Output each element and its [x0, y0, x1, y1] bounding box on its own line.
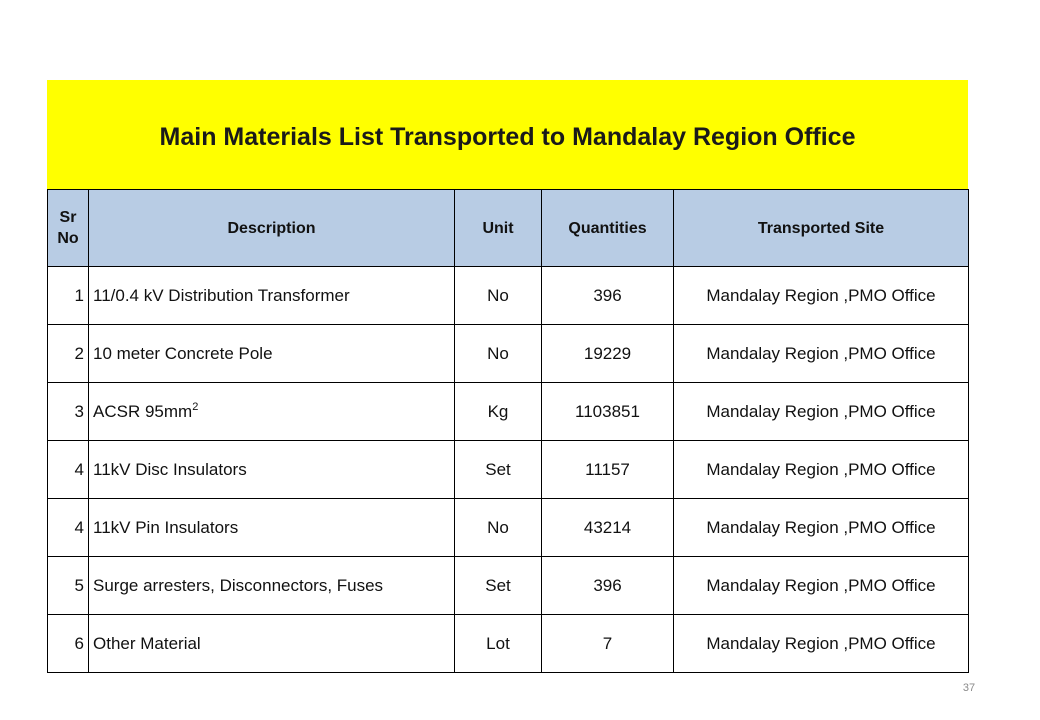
- cell-unit: Set: [455, 557, 542, 615]
- cell-unit: No: [455, 325, 542, 383]
- cell-quantities: 396: [542, 557, 674, 615]
- table-row: [48, 383, 969, 441]
- cell-quantities: 19229: [542, 325, 674, 383]
- table-row: [48, 557, 969, 615]
- cell-quantities: 43214: [542, 499, 674, 557]
- cell-quantities: 1103851: [542, 383, 674, 441]
- table-row: [48, 267, 969, 325]
- header-description: Description: [89, 190, 455, 267]
- cell-sr: 1: [48, 267, 89, 325]
- cell-description: 11kV Pin Insulators: [89, 499, 455, 557]
- cell-sr: 4: [48, 441, 89, 499]
- cell-quantities: 396: [542, 267, 674, 325]
- page-number: 37: [962, 682, 976, 694]
- cell-unit: Kg: [455, 383, 542, 441]
- cell-description: Surge arresters, Disconnectors, Fuses: [89, 557, 455, 615]
- header-sr-no: Sr No: [48, 190, 89, 267]
- cell-site: Mandalay Region ,PMO Office: [674, 383, 969, 441]
- header-unit: Unit: [455, 190, 542, 267]
- cell-unit: No: [455, 267, 542, 325]
- cell-sr: 2: [48, 325, 89, 383]
- cell-site: Mandalay Region ,PMO Office: [674, 441, 969, 499]
- cell-unit: Lot: [455, 615, 542, 673]
- description-text: ACSR 95mm: [93, 401, 193, 421]
- title-band: [47, 80, 968, 189]
- cell-site: Mandalay Region ,PMO Office: [674, 557, 969, 615]
- table-row: [48, 325, 969, 383]
- header-transported-site: Transported Site: [674, 190, 969, 267]
- header-quantities: Quantities: [542, 190, 674, 267]
- table-row: [48, 441, 969, 499]
- cell-unit: Set: [455, 441, 542, 499]
- table-header-row: [48, 190, 969, 267]
- cell-site: Mandalay Region ,PMO Office: [674, 615, 969, 673]
- cell-description: 11/0.4 kV Distribution Transformer: [89, 267, 455, 325]
- materials-table: [47, 189, 969, 673]
- table-row: [48, 499, 969, 557]
- cell-site: Mandalay Region ,PMO Office: [674, 267, 969, 325]
- cell-description: 11kV Disc Insulators: [89, 441, 455, 499]
- cell-sr: 3: [48, 383, 89, 441]
- table-row: [48, 615, 969, 673]
- cell-site: Mandalay Region ,PMO Office: [674, 325, 969, 383]
- cell-unit: No: [455, 499, 542, 557]
- cell-sr: 4: [48, 499, 89, 557]
- cell-quantities: 7: [542, 615, 674, 673]
- cell-sr: 5: [48, 557, 89, 615]
- slide-title: Main Materials List Transported to Mandalay Region Office: [159, 123, 856, 151]
- cell-description: 10 meter Concrete Pole: [89, 325, 455, 383]
- cell-site: Mandalay Region ,PMO Office: [674, 499, 969, 557]
- cell-quantities: 11157: [542, 441, 674, 499]
- cell-sr: 6: [48, 615, 89, 673]
- cell-description: [89, 383, 455, 441]
- superscript-squared: 2: [192, 400, 199, 413]
- cell-description: Other Material: [89, 615, 455, 673]
